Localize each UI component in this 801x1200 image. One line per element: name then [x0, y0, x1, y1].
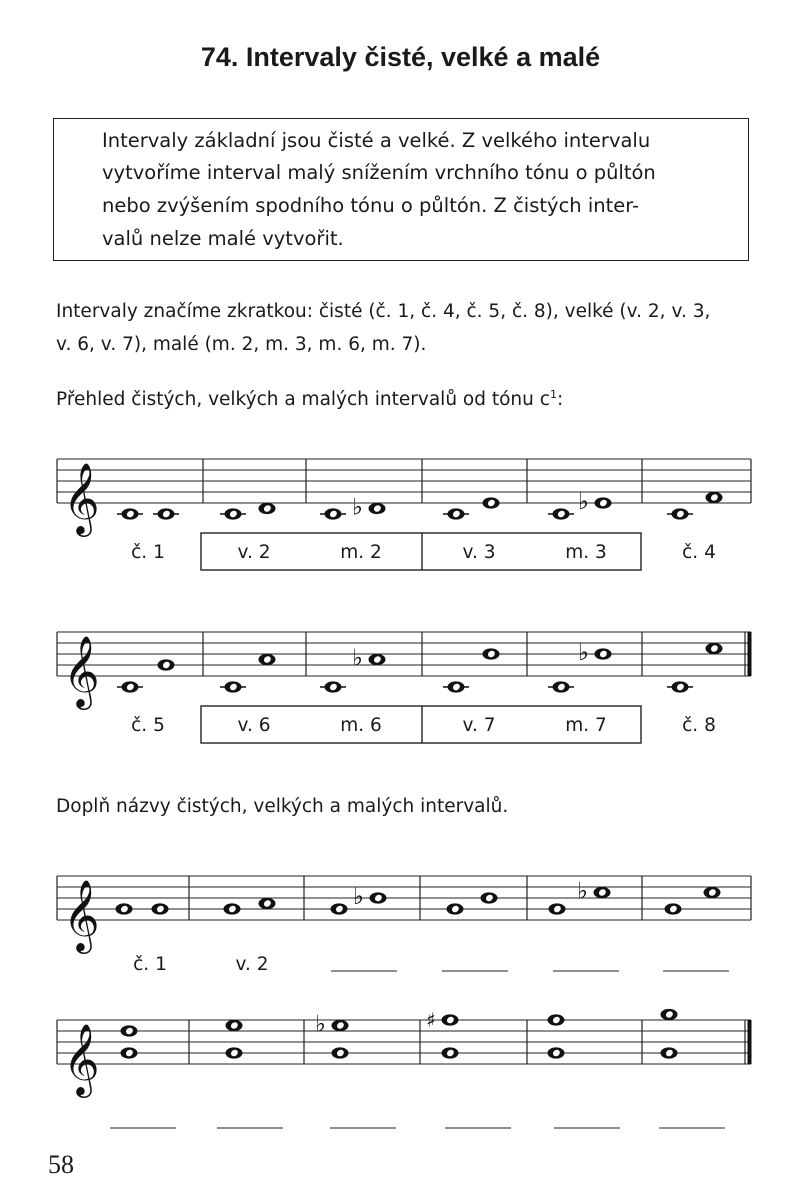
- answer-label: č. 1: [133, 954, 167, 975]
- whole-note: [224, 903, 241, 914]
- whole-note: [158, 659, 175, 670]
- interval-label: v. 3: [462, 542, 496, 563]
- whole-note: [153, 508, 179, 519]
- flat-icon: ♭: [315, 1011, 326, 1038]
- whole-note: [226, 1047, 243, 1058]
- interval-label: m. 3: [565, 542, 607, 563]
- whole-note: [595, 497, 612, 508]
- treble-clef-icon: 𝄞: [63, 878, 100, 951]
- notation-text-line: Intervaly značíme zkratkou: čisté (č. 1, č. 4, č. 5, č. 8), velké (v. 2, v. 3,: [56, 301, 711, 322]
- overview-heading-colon: :: [556, 389, 564, 411]
- whole-note: [226, 1020, 243, 1031]
- rule-text-line: nebo zvýšením spodního tónu o půltón. Z čistých inter-: [102, 194, 640, 217]
- treble-clef-icon: 𝄞: [63, 634, 100, 707]
- whole-note: [117, 681, 143, 692]
- interval-label: č. 5: [131, 715, 165, 736]
- whole-note: [116, 903, 133, 914]
- whole-note: [548, 1047, 565, 1058]
- whole-note: [259, 503, 276, 514]
- interval-label: v. 7: [462, 715, 496, 736]
- answer-label: v. 2: [235, 954, 269, 975]
- whole-note: [706, 643, 723, 654]
- whole-note: [667, 508, 693, 519]
- whole-note: [442, 1047, 459, 1058]
- interval-label: č. 4: [682, 542, 716, 563]
- whole-note: [259, 654, 276, 665]
- interval-label: m. 7: [565, 715, 607, 736]
- whole-note: [704, 887, 721, 898]
- whole-note: [443, 508, 469, 519]
- rule-text-line: Intervaly základní jsou čisté a velké. Z velkého intervalu: [102, 129, 651, 152]
- whole-note: [259, 898, 276, 909]
- whole-note: [661, 1009, 678, 1020]
- exercise-heading: Doplň názvy čistých, velkých a malých intervalů.: [56, 796, 509, 817]
- whole-note: [369, 503, 386, 514]
- flat-icon: ♭: [578, 640, 589, 666]
- whole-note: [220, 508, 246, 519]
- interval-label: v. 2: [237, 542, 271, 563]
- whole-note: [548, 1014, 565, 1025]
- whole-note: [121, 1025, 138, 1036]
- whole-note: [332, 1020, 349, 1031]
- interval-label: č. 8: [682, 715, 716, 736]
- treble-clef-icon: 𝄞: [63, 461, 100, 534]
- whole-note: [443, 681, 469, 692]
- rule-text-line: valů nelze malé vytvořit.: [102, 227, 344, 250]
- whole-note: [548, 681, 574, 692]
- flat-icon: ♭: [353, 884, 364, 910]
- whole-note: [667, 681, 693, 692]
- page-title: 74. Intervaly čisté, velké a malé: [200, 42, 601, 72]
- interval-label: m. 2: [340, 542, 382, 563]
- whole-note: [370, 892, 387, 903]
- whole-note: [332, 1047, 349, 1058]
- whole-note: [320, 508, 346, 519]
- sharp-icon: ♯: [426, 1008, 436, 1032]
- flat-icon: ♭: [352, 494, 363, 521]
- overview-heading-superscript: 1: [549, 388, 557, 401]
- whole-note: [320, 681, 346, 692]
- overview-heading-text: Přehled čistých, velkých a malých intervalů od tónu c: [56, 389, 550, 411]
- page-number: 58: [48, 1150, 74, 1179]
- whole-note: [481, 892, 498, 903]
- whole-note: [152, 903, 169, 914]
- whole-note: [661, 1047, 678, 1058]
- notation-text-line: v. 6, v. 7), malé (m. 2, m. 3, m. 6, m. 7).: [56, 334, 427, 355]
- overview-staff-1: [0, 425, 801, 575]
- exercise-staff-1: [0, 842, 801, 992]
- flat-icon: ♭: [577, 878, 588, 905]
- whole-note: [594, 887, 611, 898]
- whole-note: [665, 903, 682, 914]
- overview-heading: [56, 388, 563, 410]
- whole-note: [117, 508, 143, 519]
- whole-note: [483, 648, 500, 659]
- flat-icon: ♭: [352, 645, 363, 672]
- whole-note: [220, 681, 246, 692]
- whole-note: [369, 654, 386, 665]
- flat-icon: ♭: [578, 489, 589, 515]
- whole-note: [121, 1047, 138, 1058]
- whole-note: [706, 492, 723, 503]
- treble-clef-icon: 𝄞: [63, 1022, 100, 1095]
- interval-label: m. 6: [340, 715, 382, 736]
- whole-note: [548, 508, 574, 519]
- interval-label: č. 1: [131, 542, 165, 563]
- rule-text-line: vytvoříme interval malý snížením vrchního tónu o půltón: [102, 161, 656, 184]
- whole-note: [595, 648, 612, 659]
- exercise-staff-2: [0, 986, 801, 1136]
- whole-note: [549, 903, 566, 914]
- interval-label: v. 6: [237, 715, 271, 736]
- overview-staff-2: [0, 598, 801, 748]
- whole-note: [442, 1014, 459, 1025]
- whole-note: [483, 497, 500, 508]
- whole-note: [447, 903, 464, 914]
- whole-note: [331, 903, 348, 914]
